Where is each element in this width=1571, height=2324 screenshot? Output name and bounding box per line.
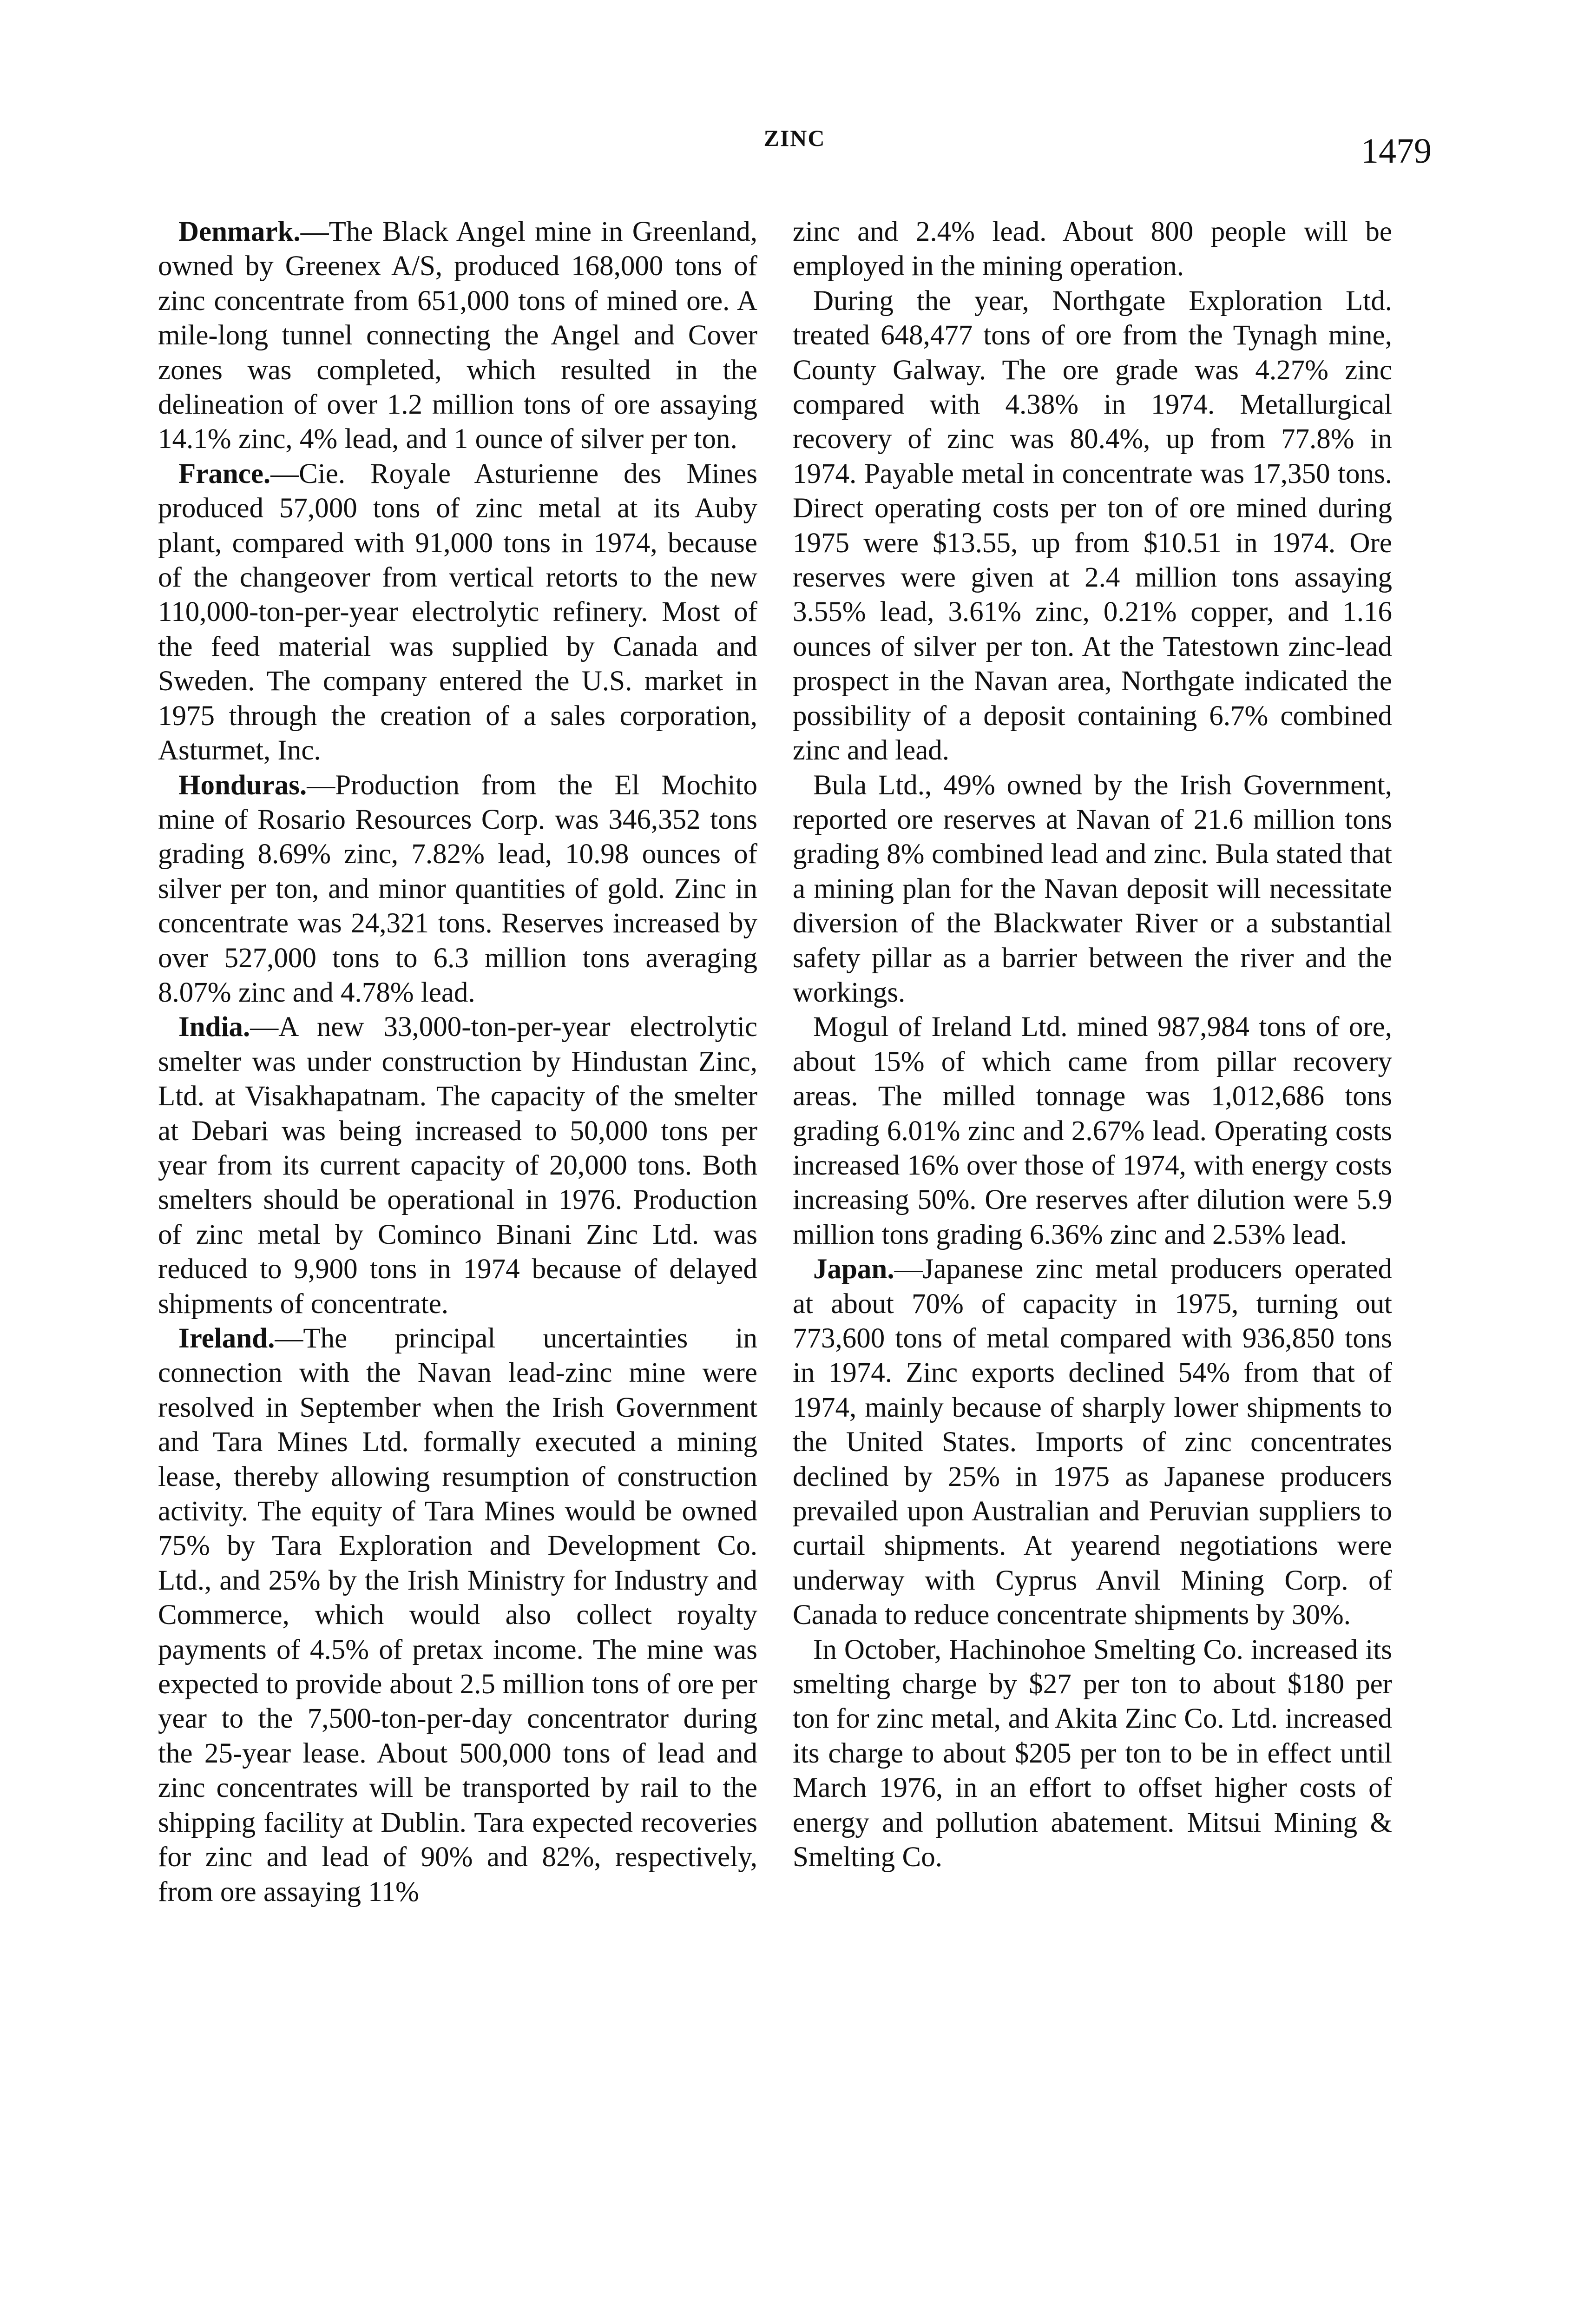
paragraph-france — [158, 457, 757, 768]
paragraph-denmark — [158, 215, 757, 457]
country-heading: Honduras. — [178, 769, 307, 801]
paragraph-northgate — [793, 284, 1392, 768]
paragraph-bula — [793, 768, 1392, 1010]
country-heading: France. — [178, 458, 271, 489]
left-column — [158, 215, 757, 1909]
country-heading: Ireland. — [178, 1323, 275, 1354]
paragraph-text: —The Black Angel mine in Greenland, owned by Greenex A/S, produced 168,000 tons of zinc concentrate from 651,000 tons of mined ore. A mile-long tunnel connecting the Angel and Cover zones was completed, which resulted in the delineation of over 1.2 million tons of ore assaying 14.1% zinc, 4% lead, and 1 ounce of silver per ton. — [158, 216, 757, 455]
paragraph-ireland-continued — [793, 215, 1392, 284]
right-column — [793, 215, 1392, 1875]
paragraph-text: —A new 33,000-ton-per-year electrolytic smelter was under construction by Hindustan Zinc, Ltd. at Visakhapatnam. The capacity of the smelter at Debari was being increased to 50,000 tons per year from its current capacity of 20,000 tons. Both smelters should be operational in 1976. Production of zinc metal by Cominco Binani Zinc Ltd. was reduced to 9,900 tons in 1974 because of delayed shipments of concentrate. — [158, 1011, 757, 1320]
country-heading: Japan. — [813, 1254, 894, 1285]
paragraph-text: During the year, Northgate Exploration Ltd. treated 648,477 tons of ore from the Tynagh mine, County Galway. The ore grade was 4.27% zinc compared with 4.38% in 1974. Metallurgical recovery of zinc was 80.4%, up from 77.8% in 1974. Payable metal in concentrate was 17,350 tons. Direct operating costs per ton of ore mined during 1975 were $13.55, up from $10.51 in 1974. Ore reserves were given at 2.4 million tons assaying 3.55% lead, 3.61% zinc, 0.21% copper, and 1.16 ounces of silver per ton. At the Tatestown zinc-lead prospect in the Navan area, Northgate indicated the possibility of a deposit containing 6.7% combined zinc and lead. — [793, 285, 1392, 766]
paragraph-text: —Production from the El Mochito mine of Rosario Resources Corp. was 346,352 tons grading 8.69% zinc, 7.82% lead, 10.98 ounces of silver per ton, and minor quantities of gold. Zinc in concentrate was 24,321 tons. Reserves increased by over 527,000 tons to 6.3 million tons averaging 8.07% zinc and 4.78% lead. — [158, 769, 757, 1008]
paragraph-text: —Japanese zinc metal producers operated at about 70% of capacity in 1975, turning out 773,600 tons of metal compared with 936,850 tons in 1974. Zinc exports declined 54% from that of 1974, mainly because of sharply lower shipments to the United States. Imports of zinc concentrates declined by 25% in 1975 as Japanese producers prevailed upon Australian and Peruvian suppliers to curtail shipments. At yearend negotiations were underway with Cyprus Anvil Mining Corp. of Canada to reduce concentrate shipments by 30%. — [793, 1254, 1392, 1631]
paragraph-text: Bula Ltd., 49% owned by the Irish Government, reported ore reserves at Navan of 21.6 million tons grading 8% combined lead and zinc. Bula stated that a mining plan for the Navan deposit will necessitate diversion of the Blackwater River or a substantial safety pillar as a barrier between the river and the workings. — [793, 769, 1392, 1008]
paragraph-text: zinc and 2.4% lead. About 800 people will be employed in the mining operation. — [793, 216, 1392, 282]
paragraph-text: In October, Hachinohoe Smelting Co. increased its smelting charge by $27 per ton to about $180 per ton for zinc metal, and Akita Zinc Co. Ltd. increased its charge to about $205 per ton to be in effect until March 1976, in an effort to offset higher costs of energy and pollution abatement. Mitsui Mining & Smelting Co. — [793, 1634, 1392, 1873]
running-head: ZINC — [763, 125, 826, 151]
paragraph-japan — [793, 1252, 1392, 1632]
paragraph-mogul — [793, 1010, 1392, 1252]
paragraph-india — [158, 1010, 757, 1321]
country-heading: India. — [178, 1011, 250, 1043]
country-heading: Denmark. — [178, 216, 301, 247]
page-number: 1479 — [1361, 132, 1432, 171]
paragraph-text: —Cie. Royale Asturienne des Mines produced 57,000 tons of zinc metal at its Auby plant, compared with 91,000 tons in 1974, because of the changeover from vertical retorts to the new 110,000-ton-per-year electrolytic refinery. Most of the feed material was supplied by Canada and Sweden. The company entered the U.S. market in 1975 through the creation of a sales corporation, Asturmet, Inc. — [158, 458, 757, 766]
paragraph-text: Mogul of Ireland Ltd. mined 987,984 tons of ore, about 15% of which came from pillar recovery areas. The milled tonnage was 1,012,686 tons grading 6.01% zinc and 2.67% lead. Operating costs increased 16% over those of 1974, with energy costs increasing 50%. Ore reserves after dilution were 5.9 million tons grading 6.36% zinc and 2.53% lead. — [793, 1011, 1392, 1250]
paragraph-hachinohoe — [793, 1633, 1392, 1875]
paragraph-ireland — [158, 1321, 757, 1909]
paragraph-honduras — [158, 768, 757, 1010]
paragraph-text: —The principal uncertainties in connection with the Navan lead-zinc mine were resolved in September when the Irish Government and Tara Mines Ltd. formally executed a mining lease, thereby allowing resumption of construction activity. The equity of Tara Mines would be owned 75% by Tara Exploration and Development Co. Ltd., and 25% by the Irish Ministry for Industry and Commerce, which would also collect royalty payments of 4.5% of pretax income. The mine was expected to provide about 2.5 million tons of ore per year to the 7,500-ton-per-day concentrator during the 25-year lease. About 500,000 tons of lead and zinc concentrates will be transported by rail to the shipping facility at Dublin. Tara expected recoveries for zinc and lead of 90% and 82%, respectively, from ore assaying 11% — [158, 1323, 757, 1908]
